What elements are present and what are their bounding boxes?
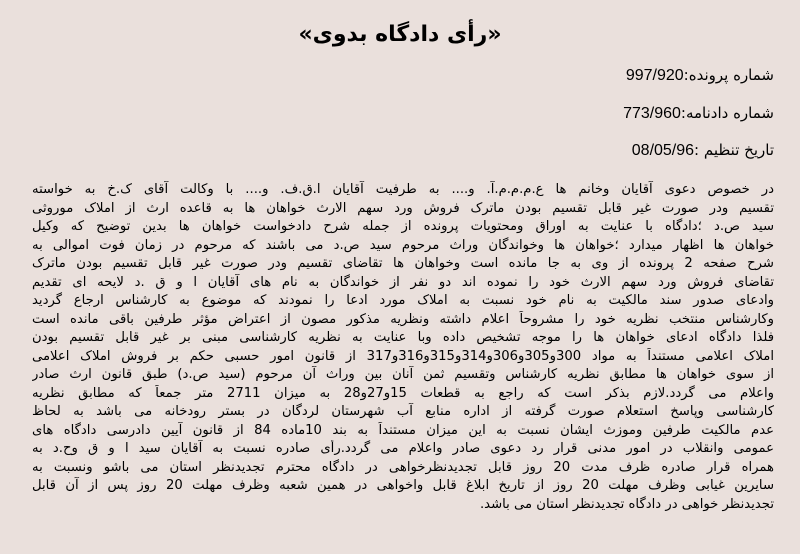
document-title: «رأی دادگاه بدوی» <box>298 22 502 47</box>
verdict-number-value: 773/960 <box>623 105 681 122</box>
body-line: فلذا دادگاه ادعای خواهان ها را موجه تشخیص داده وبا عنایت به نظریه کارشناسی مبنی بر غیر قابل تقسیم بودن <box>32 330 774 345</box>
date-value: 08/05/96 <box>631 142 695 159</box>
verdict-body <box>32 181 774 514</box>
body-line: عدم مالکیت طرفین وموزث ایشان نسبت به این میزان مستنداً به بند 10ماده 84 از قانون آیین دادرسی دادگاه های <box>32 422 774 438</box>
body-line: املاک اعلامی مستنداً به مواد 300و305و306و314و315و316و317 از قانون امور حسبی حکم بر فروش املاک اعلامی <box>32 348 774 364</box>
body-line: از سوی خواهان ها مطابق نظریه کارشناس وتقسیم ثمن آنان بین وراث آن مرحوم (سید ص.د) طبق قانون ارث صادر <box>32 367 774 382</box>
body-line: کارشناسی وپاسخ استعلام صورت گرفته از اداره منابع آب شهرستان لردگان در بستر رودخانه می باشد به لحاظ <box>32 404 774 419</box>
body-line: تقسیم ودر صورت غیر قابل تقسیم بودن ماترک فروش ورد سهم الارث خواهان ها به قاعده ارث از املاک موروثی <box>32 200 774 216</box>
body-line: واعلام می گردد.لازم بذکر است که راجع به قطعات 15و27و28 به میزان 2711 متر جمعاً که مطابق نظریه <box>32 385 774 401</box>
date-row <box>632 141 774 160</box>
body-line: وکارشناس منتخب نظریه خود را مشروحاً اعلام داشته ونظریه مذکور مصون از اعتراض مؤثر طرفین باقی مانده است <box>32 311 774 327</box>
body-line: در خصوص دعوی آقایان وخانم ها ع.م.م.م.آ. و.... به طرفیت آقایان ا.ق.ف. و.... با وکالت آقای ک.خ به خواسته <box>32 182 774 197</box>
body-line: سید ص.د ؛دادگاه با عنایت به اوراق ومحتویات پرونده از جمله شرح دادخواست خواهان ها بدین توضیح که وکیل <box>32 219 774 234</box>
body-line: عمومی وانقلاب در امور مدنی قرار رد دعوی صادر واعلام می گردد.رأی صادره نسبت به آقایان سید ا و ق وح.د به <box>32 441 774 456</box>
case-number-row <box>626 66 774 85</box>
body-line: شرح صفحه 2 پرونده از وی به جا مانده است وخواهان ها تقاضای تقسیم ودر صورت غیر قابل تقسیم بودن ماترک <box>32 256 774 271</box>
body-line: تجدیدنظر خواهی در دادگاه تجدیدنظر استان می باشد. <box>479 496 774 512</box>
body-line: وادعای صدور سند مالکیت به نام خود نسبت به املاک مورد ادعا را نمودند که موضوع به کارشناس ارجاع گردید <box>32 293 774 308</box>
verdict-number-row <box>623 104 774 123</box>
body-line: همراه قرار صادره ظرف مدت 20 روز قابل تجدیدنظرخواهی در دادگاه محترم تجدیدنظر استان می باشو ونسبت به <box>32 459 774 475</box>
body-line: سایرین غیابی وظرف مهلت 20 روز از تاریخ ابلاغ قابل واخواهی در همین شعبه وظرف مهلت 20 روز پس از آن قابل <box>32 478 774 493</box>
case-number-label: شماره پرونده: <box>683 66 774 84</box>
body-line: خواهان ها اظهار میدارد ؛خواهان ها وخواندگان وراث مرحوم سید ص.د می باشند که مرحوم در زمان فوت اموالی به <box>32 237 774 253</box>
body-line: تقاضای فروش ورد سهم الارث خود را نموده اند دو نفر از خواندگان به نام های آقایان ا و ق .د لایحه ای تقدیم <box>32 274 774 290</box>
case-number-value: 997/920 <box>625 67 684 84</box>
date-label: تاریخ تنظیم : <box>694 141 774 159</box>
verdict-number-label: شماره دادنامه: <box>680 104 774 122</box>
